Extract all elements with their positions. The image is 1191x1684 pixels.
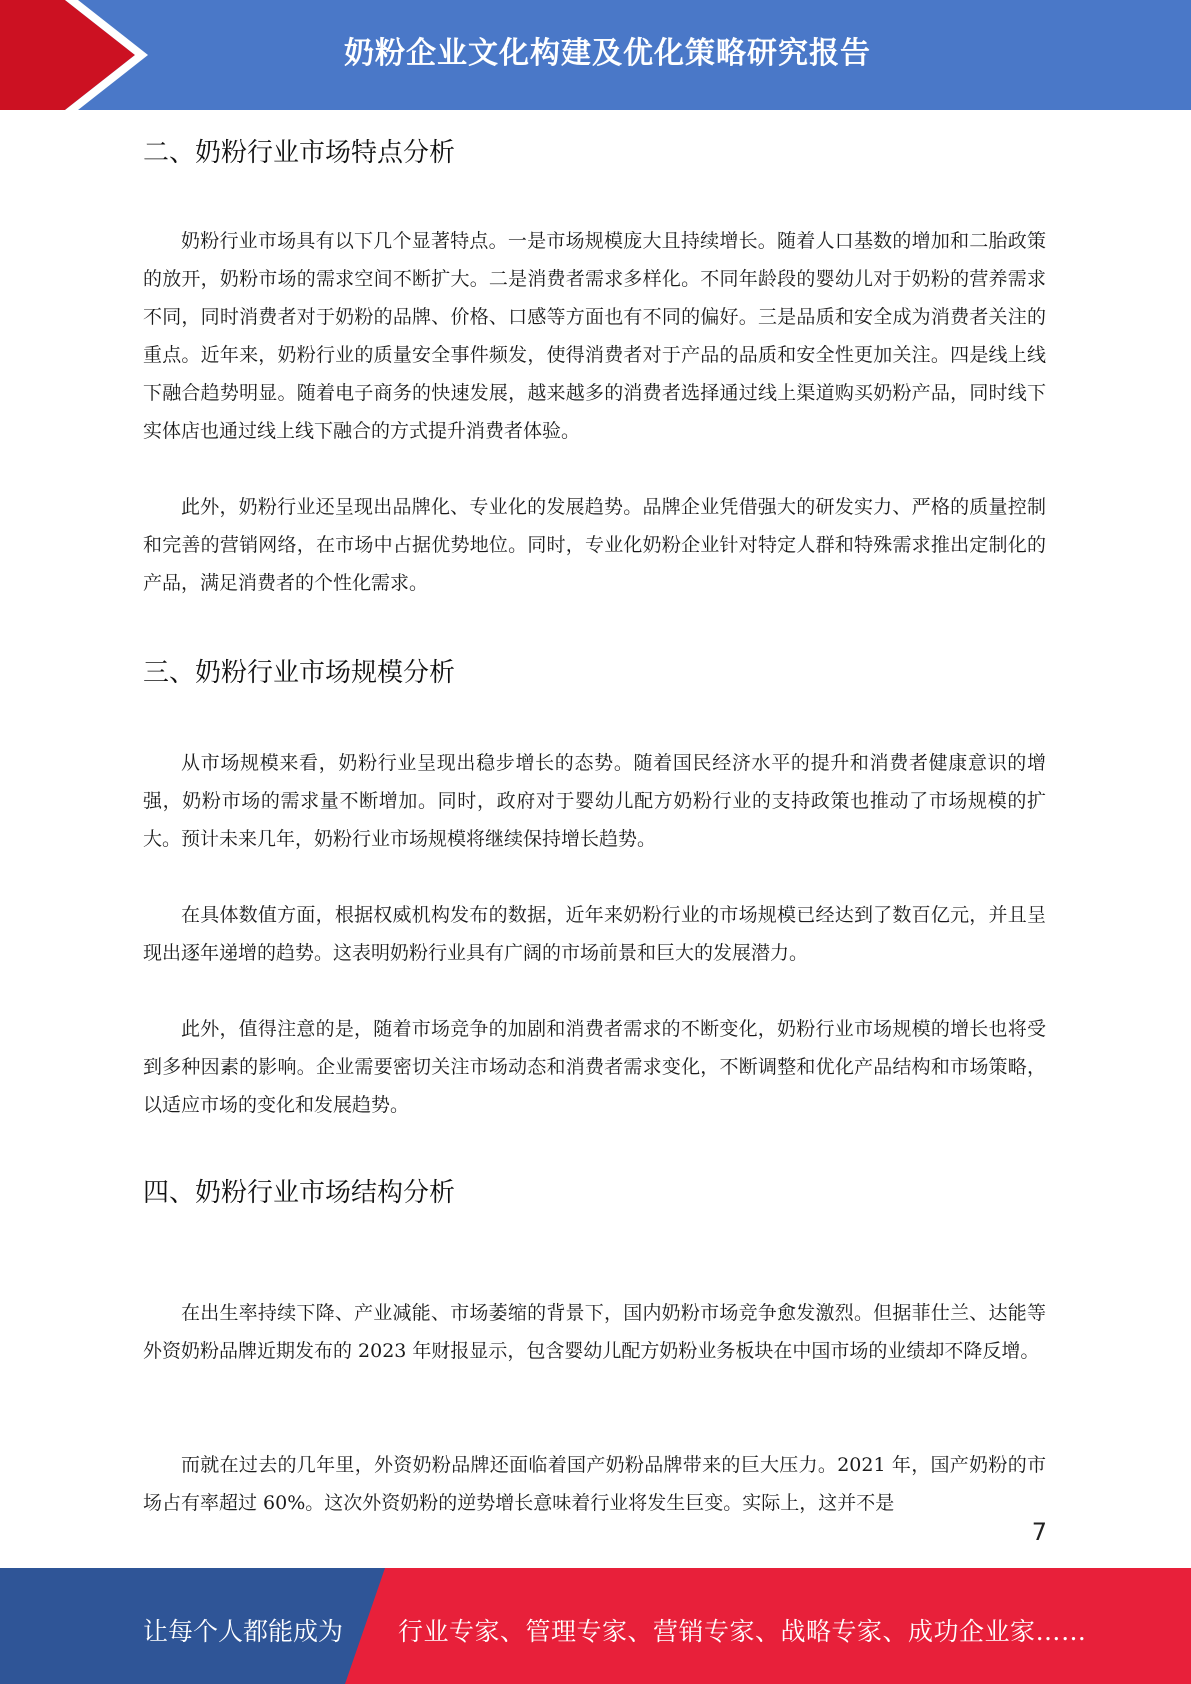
paragraph: 在具体数值方面，根据权威机构发布的数据，近年来奶粉行业的市场规模已经达到了数百亿元，并且呈现出逐年递增的趋势。这表明奶粉行业具有广阔的市场前景和巨大的发展潜力。 xyxy=(143,904,1046,964)
page-header xyxy=(0,0,1191,110)
paragraph: 在出生率持续下降、产业减能、市场萎缩的背景下，国内奶粉市场竞争愈发激烈。但据菲仕兰、达能等外资奶粉品牌近期发布的 2023 年财报显示，包含婴幼儿配方奶粉业务板块在中国市场的业绩却不降反增。 xyxy=(143,1302,1046,1362)
footer-slogan-right: 行业专家、管理专家、营销专家、战略专家、成功企业家…… xyxy=(398,1617,1087,1646)
section-heading: 三、奶粉行业市场规模分析 xyxy=(143,658,456,688)
paragraph: 从市场规模来看，奶粉行业呈现出稳步增长的态势。随着国民经济水平的提升和消费者健康意识的增强，奶粉市场的需求量不断增加。同时，政府对于婴幼儿配方奶粉行业的支持政策也推动了市场规模的扩大。预计未来几年，奶粉行业市场规模将继续保持增长趋势。 xyxy=(143,752,1046,850)
paragraph: 奶粉行业市场具有以下几个显著特点。一是市场规模庞大且持续增长。随着人口基数的增加和二胎政策的放开，奶粉市场的需求空间不断扩大。二是消费者需求多样化。不同年龄段的婴幼儿对于奶粉的营养需求不同，同时消费者对于奶粉的品牌、价格、口感等方面也有不同的偏好。三是品质和安全成为消费者关注的重点。近年来，奶粉行业的质量安全事件频发，使得消费者对于产品的品质和安全性更加关注。四是线上线下融合趋势明显。随着电子商务的快速发展，越来越多的消费者选择通过线上渠道购买奶粉产品，同时线下实体店也通过线上线下融合的方式提升消费者体验。 xyxy=(143,230,1046,442)
paragraph: 此外，奶粉行业还呈现出品牌化、专业化的发展趋势。品牌企业凭借强大的研发实力、严格的质量控制和完善的营销网络，在市场中占据优势地位。同时，专业化奶粉企业针对特定人群和特殊需求推出定制化的产品，满足消费者的个性化需求。 xyxy=(143,496,1046,594)
paragraph: 而就在过去的几年里，外资奶粉品牌还面临着国产奶粉品牌带来的巨大压力。2021 年，国产奶粉的市场占有率超过 60%。这次外资奶粉的逆势增长意味着行业将发生巨变。实际上，这并不是 xyxy=(143,1454,1046,1514)
paragraph: 此外，值得注意的是，随着市场竞争的加剧和消费者需求的不断变化，奶粉行业市场规模的增长也将受到多种因素的影响。企业需要密切关注市场动态和消费者需求变化，不断调整和优化产品结构和市场策略，以适应市场的变化和发展趋势。 xyxy=(143,1018,1046,1116)
section-heading: 四、奶粉行业市场结构分析 xyxy=(143,1178,456,1208)
section-heading: 二、奶粉行业市场特点分析 xyxy=(143,138,456,168)
report-title: 奶粉企业文化构建及优化策略研究报告 xyxy=(344,36,871,71)
page-number: 7 xyxy=(1031,1518,1047,1546)
page-footer xyxy=(0,1568,1191,1684)
footer-slogan-left: 让每个人都能成为 xyxy=(143,1617,344,1646)
